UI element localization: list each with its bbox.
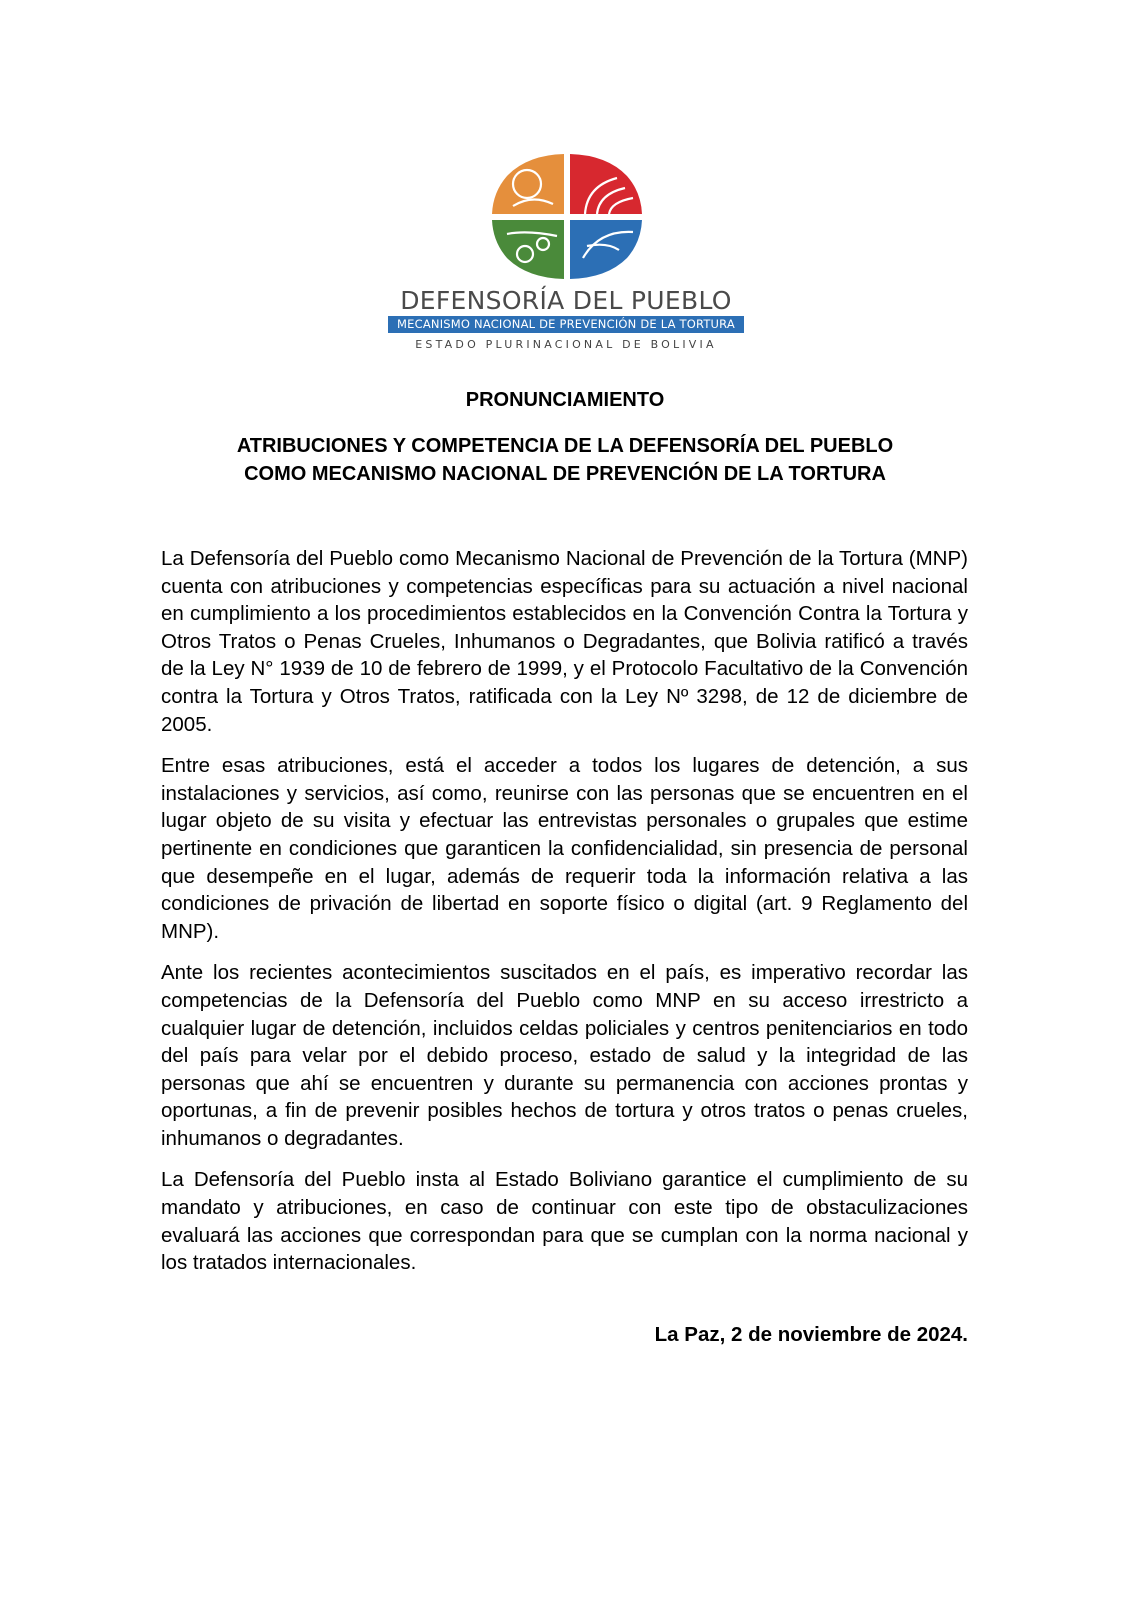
document-title xyxy=(0,432,1130,488)
emblem-quadrant-blue xyxy=(570,220,642,279)
title-line-2: COMO MECANISMO NACIONAL DE PREVENCIÓN DE LA TORTURA xyxy=(244,463,886,485)
paragraph-1: La Defensoría del Pueblo como Mecanismo Nacional de Prevención de la Tortura (MNP) cuenta con atribuciones y competencias específicas para su actuación a nivel nacional en cumplimiento a los procedimientos establecidos en la Convención Contra la Tortura y Otros Tratos o Penas Crueles, Inhumanos o Degradantes, que Bolivia ratificó a través de la Ley N° 1939 de 10 de febrero de 1999, y el Protocolo Facultativo de la Convención contra la Tortura y Otros Tratos, ratificada con la Ley Nº 3298, de 12 de diciembre de 2005. xyxy=(161,547,968,736)
document-body xyxy=(161,545,968,1291)
document-label: PRONUNCIAMIENTO xyxy=(465,389,665,411)
institution-logo xyxy=(372,132,757,372)
emblem-quadrant-orange xyxy=(492,154,564,214)
logo-subtitle: ESTADO PLURINACIONAL DE BOLIVIA xyxy=(415,338,717,351)
emblem-quadrant-green xyxy=(492,220,564,279)
logo-band: MECANISMO NACIONAL DE PREVENCIÓN DE LA TORTURA xyxy=(388,316,744,333)
closing-place-date: La Paz, 2 de noviembre de 2024. xyxy=(654,1323,968,1346)
title-line-1: ATRIBUCIONES Y COMPETENCIA DE LA DEFENSORÍA DEL PUEBLO xyxy=(236,435,894,457)
emblem-quadrant-red xyxy=(570,154,642,214)
paragraph-3: Ante los recientes acontecimientos suscitados en el país, es imperativo recordar las competencias de la Defensoría del Pueblo como MNP en su acceso irrestricto a cualquier lugar de detención, incluidos celdas policiales y centros penitenciarios en todo del país para velar por el debido proceso, estado de salud y la integridad de las personas que ahí se encuentren y durante su permanencia con acciones prontas y oportunas, a fin de prevenir posibles hechos de tortura y otros tratos o penas crueles, inhumanos o degradantes. xyxy=(161,961,968,1150)
logo-title: DEFENSORÍA DEL PUEBLO xyxy=(400,286,732,315)
emblem-icon xyxy=(487,146,647,286)
paragraph-2: Entre esas atribuciones, está el acceder a todos los lugares de detención, a sus instalaciones y servicios, así como, reunirse con las personas que se encuentren en el lugar objeto de su visita y efectuar las entrevistas personales o grupales que estime pertinente en condiciones que garanticen la confidencialidad, sin presencia de personal que desempeñe en el lugar, además de requerir toda la información relativa a las condiciones de privación de libertad en soporte físico o digital (art. 9 Reglamento del MNP). xyxy=(161,754,968,943)
paragraph-4: La Defensoría del Pueblo insta al Estado Boliviano garantice el cumplimiento de su mandato y atribuciones, en caso de continuar con este tipo de obstaculizaciones evaluará las acciones que correspondan para que se cumplan con la norma nacional y los tratados internacionales. xyxy=(161,1168,968,1275)
